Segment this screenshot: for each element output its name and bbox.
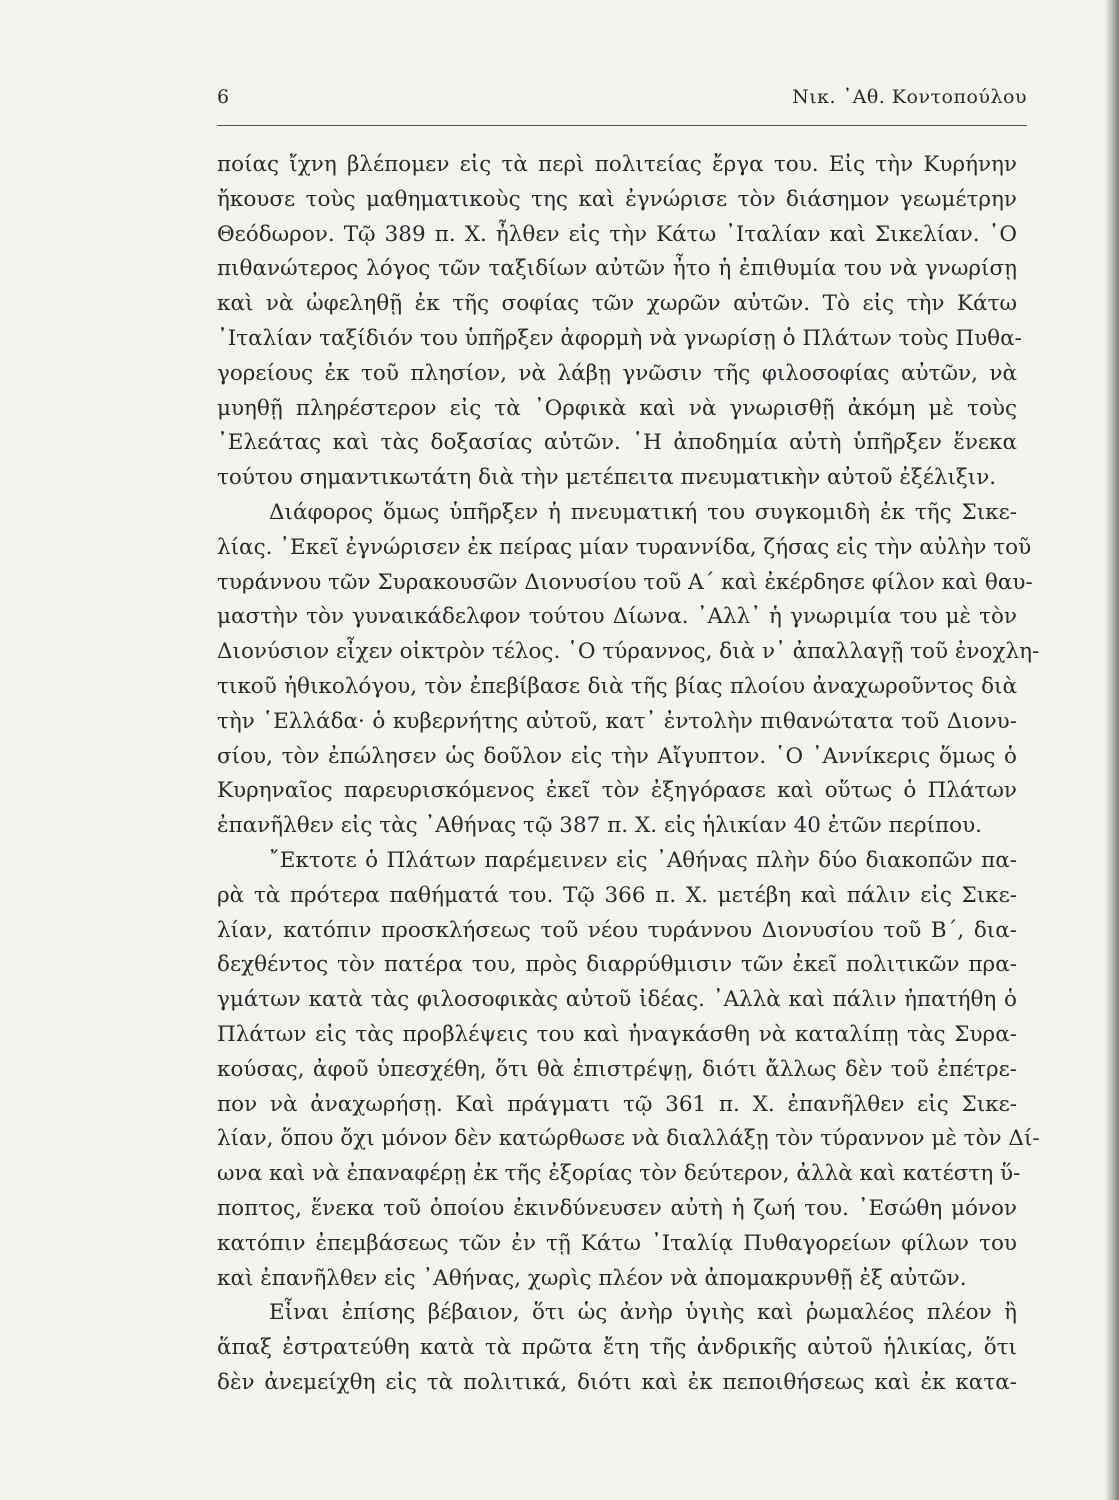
running-head: Νικ. ᾿Αθ. Κοντοπούλου	[792, 86, 1027, 108]
text-line: γμάτων κατὰ τὰς φιλοσοφικὰς αὐτοῦ ἰδέας. ᾿Αλλὰ καὶ πάλιν ἠπατήθη ὁ	[217, 987, 1017, 1013]
text-line: ᾿Ελεάτας καὶ τὰς δοξασίας αὐτῶν. ῾Η ἀποδημία αὐτὴ ὑπῆρξεν ἕνεκα	[217, 430, 1017, 456]
text-line: ἤκουσε τοὺς μαθηματικοὺς της καὶ ἐγνώρισε τὸν διάσημον γεωμέτρην	[217, 186, 1017, 212]
page-number: 6	[217, 86, 230, 108]
text-line: Διάφορος ὅμως ὑπῆρξεν ἡ πνευματική του συγκομιδὴ ἐκ τῆς Σικε-	[269, 499, 1017, 525]
text-line: Κυρηναῖος παρευρισκόμενος ἐκεῖ τὸν ἐξηγόρασε καὶ οὕτως ὁ Πλάτων	[217, 778, 1017, 804]
text-line: κούσας, ἀφοῦ ὑπεσχέθη, ὅτι θὰ ἐπιστρέψῃ, διότι ἄλλως δὲν τοῦ ἐπέτρε-	[217, 1056, 1017, 1082]
paragraph	[217, 844, 1040, 1296]
text-line: κατόπιν ἐπεμβάσεως τῶν ἐν τῇ Κάτω ᾿Ιταλίᾳ Πυθαγορείων φίλων του	[217, 1230, 1017, 1256]
text-line: ποπτος, ἕνεκα τοῦ ὁποίου ἐκινδύνευσεν αὐτὴ ἡ ζωή του. ᾿Εσώθη μόνον	[217, 1195, 1017, 1221]
text-line: μαστὴν τὸν γυναικάδελφον τούτου Δίωνα. ᾿Αλλ᾿ ἡ γνωριμία του μὲ τὸν	[217, 604, 1017, 630]
text-line: ρὰ τὰ πρότερα παθήματά του. Τῷ 366 π. Χ. μετέβη καὶ πάλιν εἰς Σικε-	[217, 882, 1017, 908]
text-line: δὲν ἀνεμείχθη εἰς τὰ πολιτικά, διότι καὶ ἐκ πεποιθήσεως καὶ ἐκ κατα-	[217, 1369, 1017, 1395]
paragraph	[217, 1296, 1017, 1400]
text-line: Διονύσιον εἶχεν οἰκτρὸν τέλος. ῾Ο τύραννος, διὰ ν᾿ ἀπαλλαγῇ τοῦ ἐνοχλη-	[217, 639, 1040, 665]
paragraph	[217, 496, 1040, 844]
paragraph	[217, 148, 1022, 496]
text-line: πιθανώτερος λόγος τῶν ταξιδίων αὐτῶν ἦτο ἡ ἐπιθυμία του νὰ γνωρίσῃ	[217, 256, 1017, 282]
page-header	[217, 86, 1027, 116]
header-rule	[217, 125, 1027, 126]
page-edge-shadow	[1105, 0, 1119, 1500]
text-line: λίας. ᾿Εκεῖ ἐγνώρισεν ἐκ πείρας μίαν τυραννίδα, ζήσας εἰς τὴν αὐλὴν τοῦ	[217, 534, 1032, 560]
text-line: τικοῦ ἠθικολόγου, τὸν ἐπεβίβασε διὰ τῆς βίας πλοίου ἀναχωροῦντος διὰ	[217, 673, 1017, 699]
text-line: ἐπανῆλθεν εἰς τὰς ᾿Αθήνας τῷ 387 π. Χ. εἰς ἡλικίαν 40 ἐτῶν περίπου.	[217, 813, 983, 839]
text-line: ἅπαξ ἐστρατεύθη κατὰ τὰ πρῶτα ἔτη τῆς ἀνδρικῆς αὐτοῦ ἡλικίας, ὅτι	[217, 1335, 1017, 1361]
text-line: λίαν, κατόπιν προσκλήσεως τοῦ νέου τυράννου Διονυσίου τοῦ Β΄, δια-	[217, 917, 1017, 943]
text-line: μυηθῇ πληρέστερον εἰς τὰ ᾿Ορφικὰ καὶ νὰ γνωρισθῇ ἀκόμη μὲ τοὺς	[217, 395, 1017, 421]
text-line: ᾿Ιταλίαν ταξίδιόν του ὑπῆρξεν ἀφορμὴ νὰ γνωρίσῃ ὁ Πλάτων τοὺς Πυθα-	[217, 325, 1022, 351]
text-line: τὴν ῾Ελλάδα· ὁ κυβερνήτης αὐτοῦ, κατ᾿ ἐντολὴν πιθανώτατα τοῦ Διονυ-	[217, 708, 1017, 734]
body-text	[217, 148, 1040, 1401]
text-line: Εἶναι ἐπίσης βέβαιον, ὅτι ὡς ἀνὴρ ὑγιὴς καὶ ῥωμαλέος πλέον ἢ	[269, 1300, 1017, 1326]
text-line: καὶ ἐπανῆλθεν εἰς ᾿Αθήνας, χωρὶς πλέον νὰ ἀπομακρυνθῇ ἐξ αὐτῶν.	[217, 1265, 967, 1291]
text-line: δεχθέντος τὸν πατέρα του, πρὸς διαρρύθμισιν τῶν ἐκεῖ πολιτικῶν πρα-	[217, 952, 1017, 978]
text-line: λίαν, ὅπου ὄχι μόνον δὲν κατώρθωσε νὰ διαλλάξῃ τὸν τύραννον μὲ τὸν Δί-	[217, 1126, 1040, 1152]
text-line: Θεόδωρον. Τῷ 389 π. Χ. ἦλθεν εἰς τὴν Κάτω ᾿Ιταλίαν καὶ Σικελίαν. ῾Ο	[217, 221, 1017, 247]
text-line: Πλάτων εἰς τὰς προβλέψεις του καὶ ἠναγκάσθη νὰ καταλίπῃ τὰς Συρα-	[217, 1021, 1017, 1047]
text-line: ῎Εκτοτε ὁ Πλάτων παρέμεινεν εἰς ᾿Αθήνας πλὴν δύο διακοπῶν πα-	[269, 847, 1017, 873]
text-line: καὶ νὰ ὠφεληθῇ ἐκ τῆς σοφίας τῶν χωρῶν αὐτῶν. Τὸ εἰς τὴν Κάτω	[217, 291, 1017, 317]
text-line: ποίας ἴχνη βλέπομεν εἰς τὰ περὶ πολιτείας ἔργα του. Εἰς τὴν Κυρήνην	[217, 152, 1017, 177]
text-line: γορείους ἐκ τοῦ πλησίον, νὰ λάβῃ γνῶσιν τῆς φιλοσοφίας αὐτῶν, νὰ	[217, 360, 1017, 386]
text-line: πον νὰ ἀναχωρήσῃ. Καὶ πράγματι τῷ 361 π. Χ. ἐπανῆλθεν εἰς Σικε-	[217, 1091, 1017, 1117]
text-line: σίου, τὸν ἐπώλησεν ὡς δοῦλον εἰς τὴν Αἴγυπτον. ῾Ο ᾿Αννίκερις ὅμως ὁ	[217, 743, 1017, 769]
text-line: τούτου σημαντικωτάτη διὰ τὴν μετέπειτα πνευματικὴν αὐτοῦ ἐξέλιξιν.	[217, 465, 997, 491]
text-line: τυράννου τῶν Συρακουσῶν Διονυσίου τοῦ Α΄ καὶ ἐκέρδησε φίλον καὶ θαυ-	[217, 569, 1033, 595]
text-line: ωνα καὶ νὰ ἐπαναφέρῃ ἐκ τῆς ἐξορίας τὸν δεύτερον, ἀλλὰ καὶ κατέστη ὕ-	[217, 1161, 1021, 1187]
